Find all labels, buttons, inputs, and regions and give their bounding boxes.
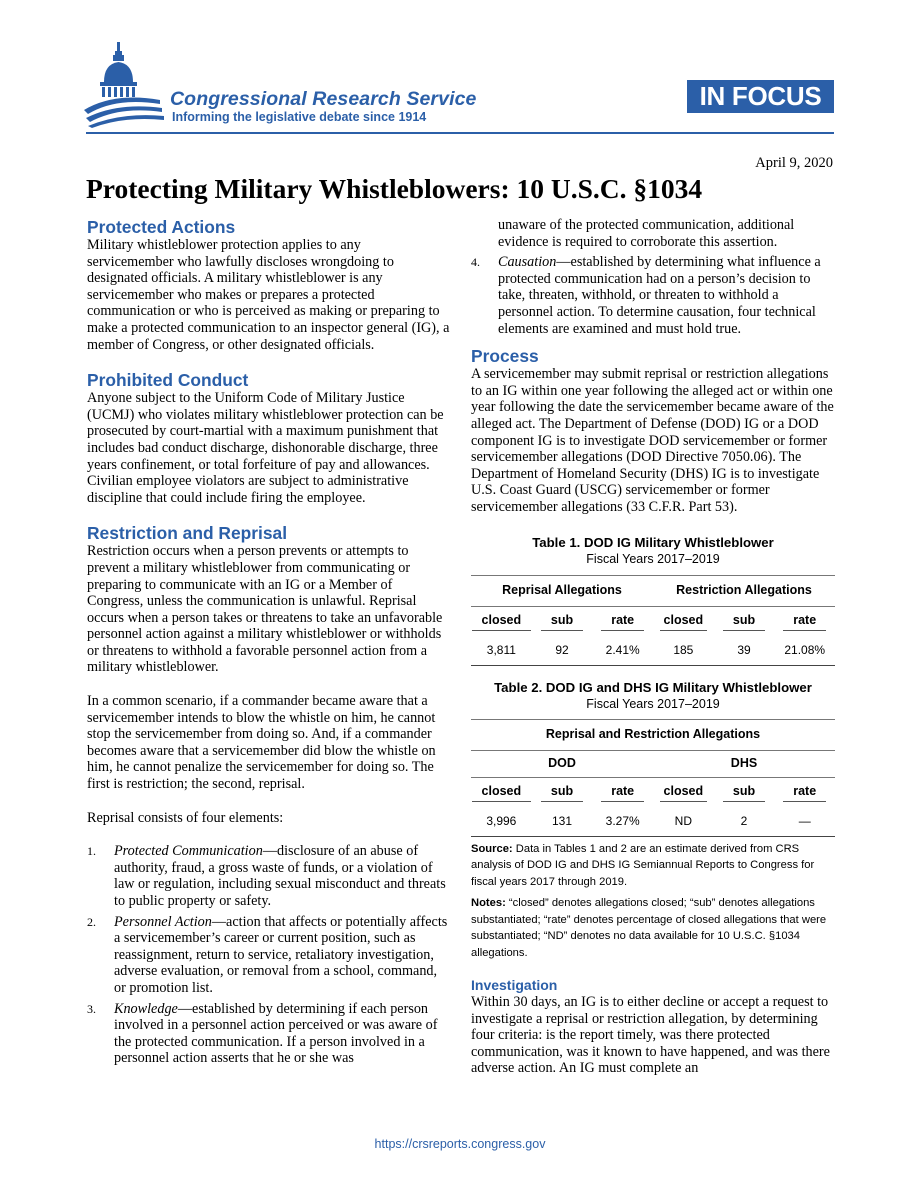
table-2 [471, 679, 835, 837]
list-item: 3. Knowledge—established by determining if each person involved in a personnel action perceived or was aware of the protected communication. If a person involved in a personnel action asserts that he or she was [87, 1000, 438, 1067]
footer-url-link[interactable]: https://crsreports.congress.gov [374, 1137, 546, 1151]
table-1-title: Table 1. DOD IG Military Whistleblower [532, 534, 774, 550]
restriction-reprisal-p3: Reprisal consists of four elements: [87, 809, 284, 826]
table-cell: 3.27% [605, 814, 640, 829]
table-2-group-dod: DOD [548, 756, 576, 771]
table-1-group-reprisal: Reprisal Allegations [502, 583, 622, 598]
table-cell: 2 [740, 814, 748, 829]
element-term: Causation [498, 254, 557, 271]
element-text: —action that affects or potentially affects a servicemember’s career or current position, such as reassignment, return to service, retaliatory investigation, adverse evaluation, or removal from a school, command, or promotion list. [114, 913, 448, 996]
list-item: 1. Protected Communication—disclosure of an abuse of authority, fraud, a gross waste of funds, or a violation of law or regulation, including sexual misconduct and threats to public property or safety. [87, 843, 446, 909]
table-cell: 92 [555, 643, 569, 658]
header-divider [86, 132, 834, 134]
heading-restriction-reprisal: Restriction and Reprisal [87, 523, 288, 544]
element-term: Protected Communication [114, 843, 263, 860]
element-text: —disclosure of an abuse of authority, fraud, a gross waste of funds, or a violation of law or regulation, including sexual misconduct and threats to public property or safety. [114, 843, 446, 909]
in-focus-badge: IN FOCUS [687, 80, 834, 113]
table-cell: 185 [673, 643, 694, 658]
investigation-body: Within 30 days, an IG is to either decline or accept a request to investigate a reprisal or restriction allegation, by determining four criteria: is the report timely, was there protected communication, was it known to have happened, and was there adverse action. An IG must complete an [471, 994, 830, 1077]
column-header: rate [783, 783, 826, 803]
column-header: sub [541, 783, 583, 803]
table-cell: 2.41% [605, 643, 640, 658]
prohibited-conduct-body: Anyone subject to the Uniform Code of Military Justice (UCMJ) who violates military whistleblower protection can be prosecuted by court-martial with a maximum punishment that includes bad conduct discharge, dishonorable discharge, three years confinement, or total forfeiture of pay and allowances. Civilian employee violators are subject to administrative discipline that could include firing the employee. [87, 390, 444, 506]
heading-investigation: Investigation [471, 977, 558, 993]
table-row [471, 808, 835, 836]
column-header: closed [660, 783, 708, 803]
left-column [87, 217, 451, 1071]
reprisal-elements-list [87, 843, 451, 1067]
restriction-reprisal-p2: In a common scenario, if a commander became aware that a servicemember intends to blow the whistle on him, he cannot stop the servicemember from doing so. And, if a commander becomes aware that a servicemember did blow the whistle on him, he cannot penalize the servicemember for doing so. The first is restriction; the second, reprisal. [87, 693, 436, 793]
table-2-group-dhs: DHS [730, 756, 758, 771]
table-cell: 131 [551, 814, 573, 829]
brand-tagline: Informing the legislative debate since 1914 [172, 110, 427, 124]
table-1 [471, 534, 835, 666]
element-term: Personnel Action [114, 913, 212, 930]
table-cell: 21.08% [784, 643, 826, 658]
element-text: unaware of the protected communication, additional evidence is required to corroborate this assertion. [498, 217, 795, 250]
reprisal-elements-list-continued [471, 217, 835, 337]
table-cell: 3,811 [486, 643, 516, 658]
list-item: 2. Personnel Action—action that affects or potentially affects a servicemember’s career or current position, such as reassignment, return to service, retaliatory investigation, adverse evaluation, or removal from a school, command, or promotion list. [87, 913, 448, 996]
table-2-subtitle: Fiscal Years 2017–2019 [586, 696, 720, 711]
column-header: sub [723, 612, 765, 632]
protected-actions-body: Military whistleblower protection applies to any servicemember who lawfully discloses wrongdoing to designated officials. A military whistleblower is any servicemember who makes or prepares a protected communication or who is perceived as making or preparing to make a protected communication to an inspector general (IG), a member of Congress, or other designated officials. [87, 237, 450, 353]
right-column [471, 217, 835, 1077]
page-title: Protecting Military Whistleblowers: 10 U.S.C. §1034 [86, 173, 703, 204]
column-header: closed [472, 612, 532, 632]
process-body: A servicemember may submit reprisal or restriction allegations to an IG within one year following the alleged act or within one year following the date the servicemember became aware of the alleged act. The Department of Defense (DOD) IG or a DOD component IG is to investigate DOD servicemember or former servicemember allegations (DOD Directive 7050.06). The Department of Homeland Security (DHS) IG is to investigate U.S. Coast Guard (USCG) servicemember or former servicemember allegations (33 C.F.R. Part 53). [471, 366, 834, 515]
table-row [471, 637, 835, 665]
publication-date: April 9, 2020 [755, 155, 833, 171]
table-source-note: Source: Data in Tables 1 and 2 are an estimate derived from CRS analysis of DOD IG and DHS IG Semiannual Reports to Congress for fiscal years 2017 through 2019. [471, 842, 815, 888]
restriction-reprisal-p1: Restriction occurs when a person prevents or attempts to prevent a military whistleblower from communicating or preparing to communicate with an IG or a Member of Congress, unless the communication is unlawful. Reprisal occurs when a person takes or threatens to take an unfavorable personnel action against a military whistleblower or withholds or threatens to withhold a favorable personnel action from a military whistleblower. [87, 543, 443, 676]
table-2-top-header: Reprisal and Restriction Allegations [545, 727, 761, 742]
table-2-title: Table 2. DOD IG and DHS IG Military Whistleblower [494, 679, 812, 695]
table-notes: Notes: “closed” denotes allegations closed; “sub” denotes allegations substantiated; “rate” denotes percentage of closed allegations that were substantiated; “ND” denotes no data available for 10 U.S.C. §1034 allegations. [471, 897, 827, 959]
column-header: rate [783, 612, 826, 632]
brand-name: Congressional Research Service [170, 88, 477, 110]
column-header: closed [472, 783, 532, 803]
heading-prohibited-conduct: Prohibited Conduct [87, 370, 249, 391]
element-text: —established by determining what influence a protected communication had on a person’s decision to take, threaten, withhold, or threaten to withhold a personnel action. To determine causation, four technical elements are examined and must hold true. [498, 254, 821, 337]
column-header: sub [541, 612, 583, 632]
table-1-group-restriction: Restriction Allegations [676, 583, 812, 598]
capitol-dome-icon [84, 42, 164, 128]
table-1-subtitle: Fiscal Years 2017–2019 [586, 551, 720, 566]
column-header: closed [660, 612, 708, 632]
list-item [471, 217, 835, 250]
element-term: Knowledge [114, 1000, 178, 1017]
heading-process: Process [471, 346, 539, 367]
column-header: rate [601, 783, 644, 803]
element-text: —established by determining if each person involved in a personnel action perceived or was aware of the protected communication. If a person involved in a personnel action asserts that he or she was [114, 1000, 438, 1067]
table-cell: — [798, 814, 811, 829]
table-cell: 3,996 [486, 814, 517, 829]
table-2-column-headers [471, 778, 835, 808]
table-1-column-headers [471, 607, 835, 637]
list-item: 4. Causation—established by determining what influence a protected communication had on a person’s decision to take, threaten, withhold, or threaten to withhold a personnel action. To determine causation, four technical elements are examined and must hold true. [471, 254, 821, 337]
column-header: rate [601, 612, 644, 632]
heading-protected-actions: Protected Actions [87, 217, 236, 237]
column-header: sub [723, 783, 765, 803]
table-cell: ND [674, 814, 693, 829]
table-cell: 39 [737, 643, 751, 658]
